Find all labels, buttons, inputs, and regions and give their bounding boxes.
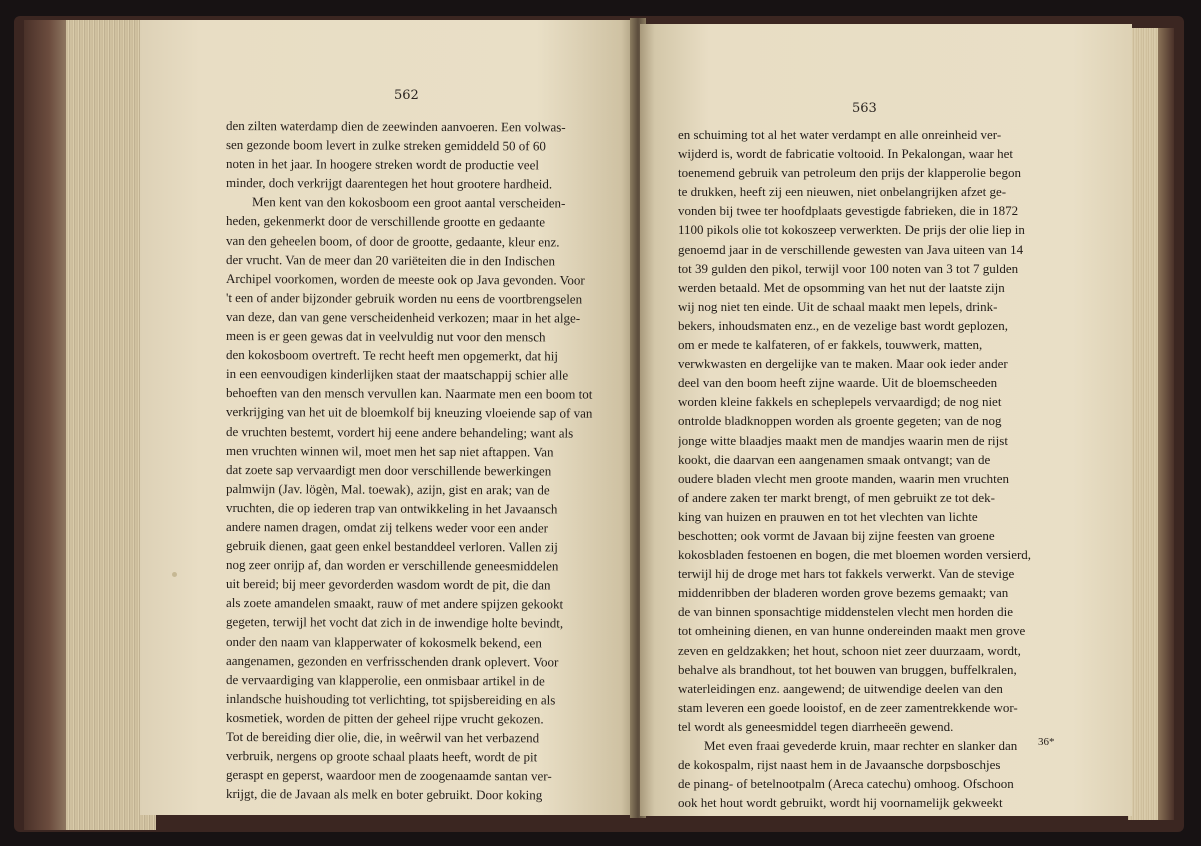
text-line: men vruchten winnen wil, moet men het sap niet aftappen. Van	[225, 442, 554, 460]
text-line: wij nog niet ten einde. Uit de schaal maakt men lepels, drink-	[678, 298, 998, 314]
text-line: king van huizen en prauwen en tot het vlechten van lichte	[678, 508, 978, 524]
text-line: verkrijging van het uit de bloemkolf bij kneuzing vloeiende sap of van	[225, 404, 593, 422]
text-line: wijderd is, wordt de fabricatie voltooid. In Pekalongan, waar het	[678, 146, 1014, 162]
paper-stain	[172, 572, 177, 577]
page-number-left: 562	[394, 88, 419, 103]
text-line: de vervaardiging van klapperolie, een onmisbaar artikel in de	[225, 671, 545, 689]
text-line: werden betaald. Met de opsomming van het nut der laatste zijn	[678, 279, 1005, 295]
text-line: worden kleine fakkels en scheplepels vervaardigd; de nog niet	[678, 394, 1002, 410]
text-line: te drukken, heeft zij een nieuwen, niet onbelangrijken afzet ge-	[678, 184, 1007, 200]
text-line: zeven en geldzakken; het hout, schoon niet zeer duurzaam, wordt,	[678, 642, 1021, 658]
text-line: toenemend gebruik van petroleum den prijs der klapperolie begon	[678, 165, 1021, 181]
left-page	[140, 20, 636, 815]
text-line: uit bereid; bij meer gevorderden wasdom wordt de pit, die dan	[225, 576, 551, 593]
text-line: kokosbladen festoenen en bogen, die met bloemen worden versierd,	[678, 547, 1032, 563]
text-line: sen gezonde boom levert in zulke streken gemiddeld 50 of 60	[225, 137, 546, 154]
text-line: genoemd jaar in de verschillende gewesten van Java uiteen van 14	[678, 241, 1024, 257]
text-line: gebruik dienen, gaat geen enkel bestanddeel verloren. Vallen zij	[225, 538, 558, 555]
text-line: kosmetiek, worden de pitten der geheel rijpe vrucht gekozen.	[225, 709, 544, 727]
text-line: ook het hout wordt gebruikt, wordt hij voornamelijk gekweekt	[678, 795, 1003, 811]
text-line: vruchten, die op iederen trap van ontwikkeling in het Javaansch	[225, 499, 558, 517]
text-line: Men kent van den kokosboom een groot aantal verscheiden-	[251, 194, 566, 211]
text-line: de kokospalm, rijst naast hem in de Javaansche dorpsboschjes	[678, 757, 1001, 773]
text-line: van den geheelen boom, of door de grootte, gedaante, kleur enz.	[225, 232, 560, 250]
text-line: nog zeer onrijp af, dan worden er verschillende geneesmiddelen	[225, 557, 559, 574]
text-line: vonden bij twee ter hoofdplaats gevestigde fabrieken, die in 1872	[678, 203, 1019, 219]
text-line: der vrucht. Van de meer dan 20 variëteiten die in den Indischen	[225, 251, 556, 269]
text-line: tot 39 gulden den pikol, terwijl voor 100 noten van 3 tot 7 gulden	[678, 260, 1019, 276]
text-line: dat zoete sap vervaardigt men door verschillende bewerkingen	[225, 461, 552, 479]
text-line: deel van den boom heeft zijne waarde. Uit de bloemscheeden	[678, 375, 998, 391]
text-line: middenribben der bladeren worden grove bezems gemaakt; van	[678, 585, 1009, 601]
text-line: andere namen dragen, omdat zij telkens weder voor een ander	[225, 518, 548, 536]
text-line: onder den naam van klapperwater of kokosmelk bekend, een	[225, 633, 542, 650]
page-number-right: 563	[852, 101, 877, 116]
left-page-body	[226, 116, 612, 803]
text-line: de pinang- of betelnootpalm (Areca catechu) omhoog. Ofschoon	[678, 776, 1014, 792]
text-line: stam leveren een goede looistof, en de zeer zamentrekkende wor-	[678, 699, 1018, 715]
text-line: van deze, dan van gene verscheidenheid verkozen; maar in het alge-	[225, 308, 581, 326]
text-line: of andere zaken ter markt brengt, of men gebruikt ze tot dek-	[678, 489, 995, 505]
text-line: noten in het jaar. In hoogere streken wordt de productie veel	[225, 156, 540, 173]
text-line: tel wordt als geneesmiddel tegen diarrheeën gewend.	[678, 718, 954, 734]
right-page	[640, 24, 1132, 816]
right-page-body	[678, 125, 1108, 812]
text-line: behalve als brandhout, tot het bouwen van bruggen, buffelkralen,	[678, 661, 1017, 677]
text-line: als zoete amandelen smaakt, rauw of met andere spijzen gekookt	[225, 595, 564, 612]
text-line: palmwijn (Jav. lögèn, Mal. toewak), azijn, gist en arak; van de	[225, 480, 550, 498]
text-line: verwkwasten en dergelijke van te maken. Maar ook ieder ander	[678, 356, 1008, 372]
text-line: tot omheining dienen, en van hunne ondereinden maakt men grove	[678, 623, 1026, 639]
text-line: jonge witte blaadjes maakt men de mandjes waarin men de rijst	[678, 432, 1008, 448]
text-line: 1100 pikols olie tot kokoszeep verwerkten. De prijs der olie liep in	[678, 222, 1025, 238]
text-line: Met even fraai gevederde kruin, maar rechter en slanker dan	[704, 738, 1018, 753]
text-line: den kokosboom overtreft. Te recht heeft men opgemerkt, dat hij	[225, 347, 559, 364]
text-line: kookt, die daarvan een aangenamen smaak ontvangt; van de	[678, 451, 991, 467]
text-line: geraspt en geperst, waardoor men de zoogenaamde santan ver-	[225, 767, 552, 784]
text-line: inlandsche huishouding tot verlichting, tot spijsbereiding en als	[225, 690, 556, 708]
text-line: 't een of ander bijzonder gebruik worden nu eens de voortbrengselen	[225, 289, 583, 307]
text-line: bekers, inhoudsmaten enz., en de vezelige bast wordt geplozen,	[678, 317, 1008, 333]
right-cover-edge	[1158, 28, 1174, 820]
text-line: om er mede te kalfateren, of er fakkels, touwwerk, matten,	[678, 337, 983, 353]
text-line: krijgt, die de Javaan als melk en boter gebruikt. Door koking	[225, 786, 543, 803]
text-line: heden, gekenmerkt door de verschillende grootte en gedaante	[225, 213, 546, 230]
text-line: beschotten; ook vormt de Javaan bij zijne feesten van groene	[678, 527, 995, 543]
text-line: in een eenvoudigen kinderlijken staat der maatschappij schier alle	[225, 366, 569, 383]
text-line: meen is er geen gewas dat in veelvuldig nut voor den mensch	[225, 328, 546, 345]
text-line: oudere bladen vlecht men groote manden, waarin men vruchten	[678, 470, 1010, 486]
text-line: minder, doch verkrijgt daarentegen het hout grootere hardheid.	[225, 175, 553, 192]
signature-mark: 36*	[1038, 736, 1055, 748]
text-line: Archipel voorkomen, worden de meeste ook op Java gevonden. Voor	[225, 270, 585, 288]
text-line: waterleidingen enz. aangewend; de uitwendige deelen van den	[678, 680, 1003, 696]
text-line: Tot de bereiding dier olie, die, in weêrwil van het verbazend	[225, 729, 540, 746]
text-line: behoeften van den mensch vervullen kan. Naarmate men een boom tot	[225, 385, 593, 402]
text-line: de van binnen sponsachtige middenstelen vlecht men horden die	[678, 604, 1014, 620]
text-line: ontrolde bladknoppen worden als groente gegeten; van de nog	[678, 413, 1002, 429]
text-line: de vruchten bestemt, vordert hij eene andere behandeling; want als	[225, 423, 574, 441]
text-line: verbruik, nergens op groote schaal plaats heeft, wordt de pit	[225, 748, 538, 765]
text-line: aangenamen, gezonden en verfrisschenden drank oplevert. Voor	[225, 652, 559, 670]
text-line: en schuiming tot al het water verdampt en alle onreinheid ver-	[678, 127, 1002, 142]
text-line: gegeten, terwijl het vocht dat zich in de inwendige holte bevindt,	[225, 614, 564, 631]
text-line: terwijl hij de droge met hars tot fakkels verwerkt. Van de stevige	[678, 566, 1015, 582]
text-line: den zilten waterdamp dien de zeewinden aanvoeren. Een volwas-	[225, 118, 566, 135]
left-cover-edge	[24, 20, 66, 830]
